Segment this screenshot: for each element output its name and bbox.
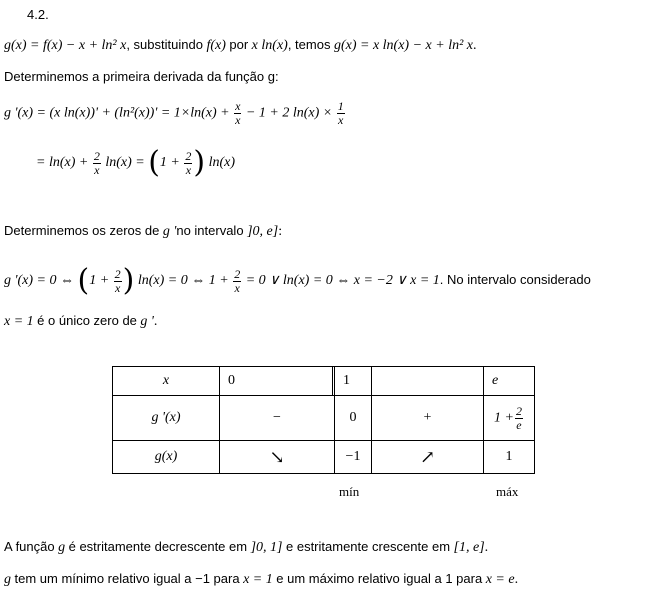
deriv-lhs: g '(x) = (x ln(x))' + (ln²(x))' = 1×ln(x) +: [4, 105, 230, 121]
cell-gprime-pos: +: [372, 396, 484, 441]
variation-table: [112, 366, 535, 474]
frac-num: 2: [114, 266, 121, 281]
period: .: [484, 540, 489, 555]
fraction-1-over-x: [337, 100, 345, 127]
cell-g-label: g(x): [113, 441, 220, 474]
cell-x-empty-2: [372, 367, 484, 396]
unique-zero-line: [4, 312, 157, 331]
frac-num: x: [235, 99, 241, 113]
left-paren: (: [77, 263, 90, 298]
frac-den: x: [338, 113, 344, 127]
text-por: por: [229, 37, 249, 52]
period: .: [514, 572, 519, 587]
text-no-intervalo: no intervalo: [176, 223, 244, 238]
table-row-gprime: [113, 396, 535, 441]
derivative-line-1: [4, 100, 346, 127]
frac-den: x: [114, 280, 121, 295]
cell-g-min: −1: [335, 441, 372, 474]
derivative-line-2: [36, 145, 236, 180]
zeros-intro: [4, 222, 282, 241]
period: .: [153, 314, 158, 329]
fraction-2-over-x: [114, 268, 122, 295]
frac-den: x: [185, 162, 192, 177]
equation-g: g(x) = f(x) − x + ln² x: [4, 38, 127, 53]
conclusion-line-1: [4, 538, 488, 557]
label-max: máx: [496, 484, 519, 499]
substitution-line: [4, 36, 477, 55]
c1-a: A função: [4, 539, 55, 554]
interval-0-1: ]0, 1]: [250, 540, 283, 555]
zeros-e: . No intervalo considerado: [439, 272, 591, 288]
deriv2-b: ln(x) =: [105, 155, 145, 171]
c2-b: tem um mínimo relativo igual a −1 para: [14, 571, 240, 586]
interval-1-e: [1, e]: [453, 540, 485, 555]
zeros-equation-line: [4, 263, 591, 298]
c2-d: e um máximo relativo igual a 1 para: [276, 571, 483, 586]
increasing-arrow-icon: ↗: [372, 441, 484, 474]
cell-gprime-label: g '(x): [113, 396, 220, 441]
period: .: [473, 38, 477, 53]
c1-c: é estritamente decrescente em: [68, 539, 248, 554]
table-row-x: [113, 367, 535, 396]
cell-gprime-neg: −: [220, 396, 335, 441]
cell-g-max: 1: [484, 441, 535, 474]
frac-num: 1: [337, 99, 344, 113]
fraction-2-over-x: [93, 150, 101, 177]
cell-x-0: 0: [220, 367, 333, 396]
label-min: mín: [339, 484, 360, 499]
text-unico-zero: é o único zero de: [37, 313, 137, 328]
frac-den: x: [94, 162, 100, 177]
expr-gprime: g ': [162, 224, 177, 239]
equation-g-result: g(x) = x ln(x) − x + ln² x: [333, 38, 473, 53]
zeros-b: 1 +: [89, 273, 110, 289]
frac-num: 2: [93, 148, 100, 163]
zeros-c: ln(x) = 0 ⇔ 1 +: [137, 273, 229, 289]
expr-f: f(x): [206, 38, 226, 53]
deriv2-c: 1 +: [159, 155, 180, 171]
c1-e: e estritamente crescente em: [286, 539, 451, 554]
right-paren: ): [122, 263, 135, 298]
fraction-2-over-e: [515, 405, 523, 432]
cell-gprime-end: [484, 396, 535, 441]
table-row-g: [113, 441, 535, 474]
left-paren: (: [148, 145, 160, 180]
frac-den: x: [235, 113, 241, 127]
c2-e: x = e: [485, 572, 515, 587]
interval-0-e: ]0, e]: [247, 224, 279, 239]
deriv2-a: = ln(x) +: [36, 155, 89, 171]
c1-b: g: [58, 540, 66, 555]
fraction-2-over-x-b: [184, 150, 192, 177]
frac-num: 2: [234, 266, 241, 281]
frac-den: x: [234, 280, 240, 295]
frac-num: 2: [515, 403, 522, 418]
section-number: 4.2.: [27, 7, 49, 22]
c2-c: x = 1: [243, 572, 273, 587]
expr-x-eq-1: x = 1: [4, 314, 34, 329]
derivative-intro: Determinemos a primeira derivada da função g:: [4, 69, 279, 84]
deriv2-d: ln(x): [208, 155, 236, 171]
cell-x-e: e: [484, 367, 535, 396]
fraction-2-over-x-b: [233, 268, 241, 295]
frac-den: e: [516, 417, 522, 432]
end-a: 1 +: [494, 410, 514, 426]
cell-gprime-zero: 0: [335, 396, 372, 441]
expr-gprime-b: g ': [140, 314, 154, 329]
right-paren: ): [193, 145, 206, 180]
decreasing-arrow-icon: ↘: [220, 441, 335, 474]
text-determinemos-zeros: Determinemos os zeros de: [4, 223, 160, 238]
frac-num: 2: [185, 148, 192, 163]
expr-xlnx: x ln(x): [251, 38, 288, 53]
deriv-mid: − 1 + 2 ln(x) ×: [245, 105, 333, 121]
text-temos: , temos: [287, 37, 331, 52]
zeros-d: = 0 ∨ ln(x) = 0 ⇔ x = −2 ∨ x = 1: [245, 273, 440, 289]
c2-a: g: [4, 572, 11, 587]
cell-x-label: x: [113, 367, 220, 396]
colon: :: [278, 224, 283, 239]
fraction-x-over-x: [234, 100, 241, 127]
cell-x-1: 1: [335, 367, 372, 396]
zeros-a: g '(x) = 0 ⇔: [4, 273, 74, 289]
text-substituindo: , substituindo: [126, 37, 203, 52]
conclusion-line-2: [4, 570, 518, 589]
